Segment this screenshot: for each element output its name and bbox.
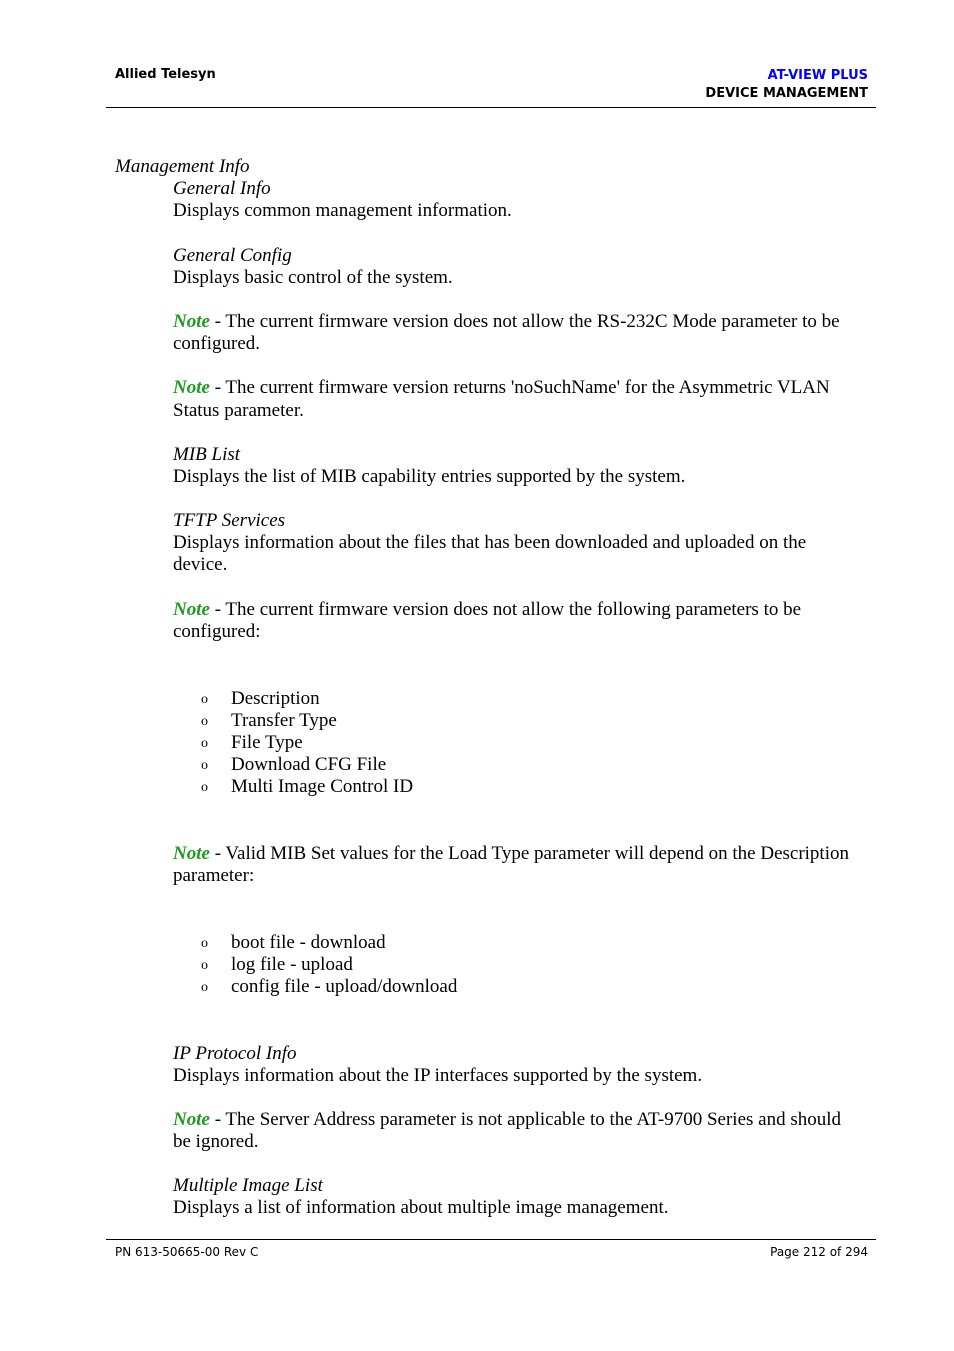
- note-1: [173, 311, 840, 333]
- header-rule: [106, 107, 876, 108]
- general-config-heading: General Config: [173, 245, 292, 266]
- note-4-continued: parameter:: [173, 865, 255, 886]
- note-5: [173, 1109, 841, 1131]
- note-label: Note: [173, 311, 210, 332]
- section-name: DEVICE MANAGEMENT: [705, 86, 868, 101]
- note-3-text: - The current firmware version does not allow the following parameters to be: [209, 599, 802, 620]
- tftp-services-description: Displays information about the files that has been downloaded and uploaded on the: [173, 532, 807, 553]
- footer-rule: [106, 1239, 876, 1240]
- note-5-text: - The Server Address parameter is not applicable to the AT-9700 Series and should: [209, 1109, 842, 1130]
- product-name: AT-VIEW PLUS: [767, 68, 868, 83]
- general-info-heading: General Info: [173, 178, 271, 199]
- note-2-text: - The current firmware version returns 'noSuchName' for the Asymmetric VLAN: [209, 377, 830, 398]
- ip-protocol-info-heading: IP Protocol Info: [173, 1043, 297, 1064]
- list-bullet: o: [201, 936, 208, 951]
- note-5-continued: be ignored.: [173, 1131, 259, 1152]
- list-item: log file - upload: [231, 954, 353, 975]
- note-1-text: - The current firmware version does not allow the RS-232C Mode parameter to be: [209, 311, 840, 332]
- note-label: Note: [173, 599, 210, 620]
- list-bullet: o: [201, 758, 208, 773]
- list-item: boot file - download: [231, 932, 386, 953]
- note-1-continued: configured.: [173, 333, 261, 354]
- list-item: config file - upload/download: [231, 976, 458, 997]
- note-4-text: - Valid MIB Set values for the Load Type parameter will depend on the Description: [209, 843, 849, 864]
- list-item: Description: [231, 688, 320, 709]
- company-name: Allied Telesyn: [115, 67, 216, 82]
- mib-list-description: Displays the list of MIB capability entries supported by the system.: [173, 466, 686, 487]
- page-number: Page 212 of 294: [770, 1245, 868, 1259]
- tftp-services-heading: TFTP Services: [173, 510, 286, 531]
- part-number: PN 613-50665-00 Rev C: [115, 1245, 259, 1259]
- list-bullet: o: [201, 736, 208, 751]
- list-bullet: o: [201, 780, 208, 795]
- general-info-description: Displays common management information.: [173, 200, 512, 221]
- note-2: [173, 377, 830, 399]
- note-4: [173, 843, 849, 865]
- list-item: Transfer Type: [231, 710, 337, 731]
- list-bullet: o: [201, 980, 208, 995]
- note-3: [173, 599, 801, 621]
- header-right: [705, 67, 868, 103]
- ip-protocol-info-description: Displays information about the IP interfaces supported by the system.: [173, 1065, 703, 1086]
- tftp-services-description-continued: device.: [173, 554, 228, 575]
- note-3-continued: configured:: [173, 621, 261, 642]
- note-label: Note: [173, 1109, 210, 1130]
- multiple-image-list-description: Displays a list of information about multiple image management.: [173, 1197, 669, 1218]
- list-item: File Type: [231, 732, 303, 753]
- multiple-image-list-heading: Multiple Image List: [173, 1175, 323, 1196]
- mib-list-heading: MIB List: [173, 444, 241, 465]
- list-bullet: o: [201, 692, 208, 707]
- list-bullet: o: [201, 714, 208, 729]
- list-item: Multi Image Control ID: [231, 776, 414, 797]
- note-label: Note: [173, 377, 210, 398]
- list-bullet: o: [201, 958, 208, 973]
- general-config-description: Displays basic control of the system.: [173, 267, 453, 288]
- note-label: Note: [173, 843, 210, 864]
- note-2-continued: Status parameter.: [173, 400, 304, 421]
- management-info-heading: Management Info: [115, 156, 250, 177]
- list-item: Download CFG File: [231, 754, 387, 775]
